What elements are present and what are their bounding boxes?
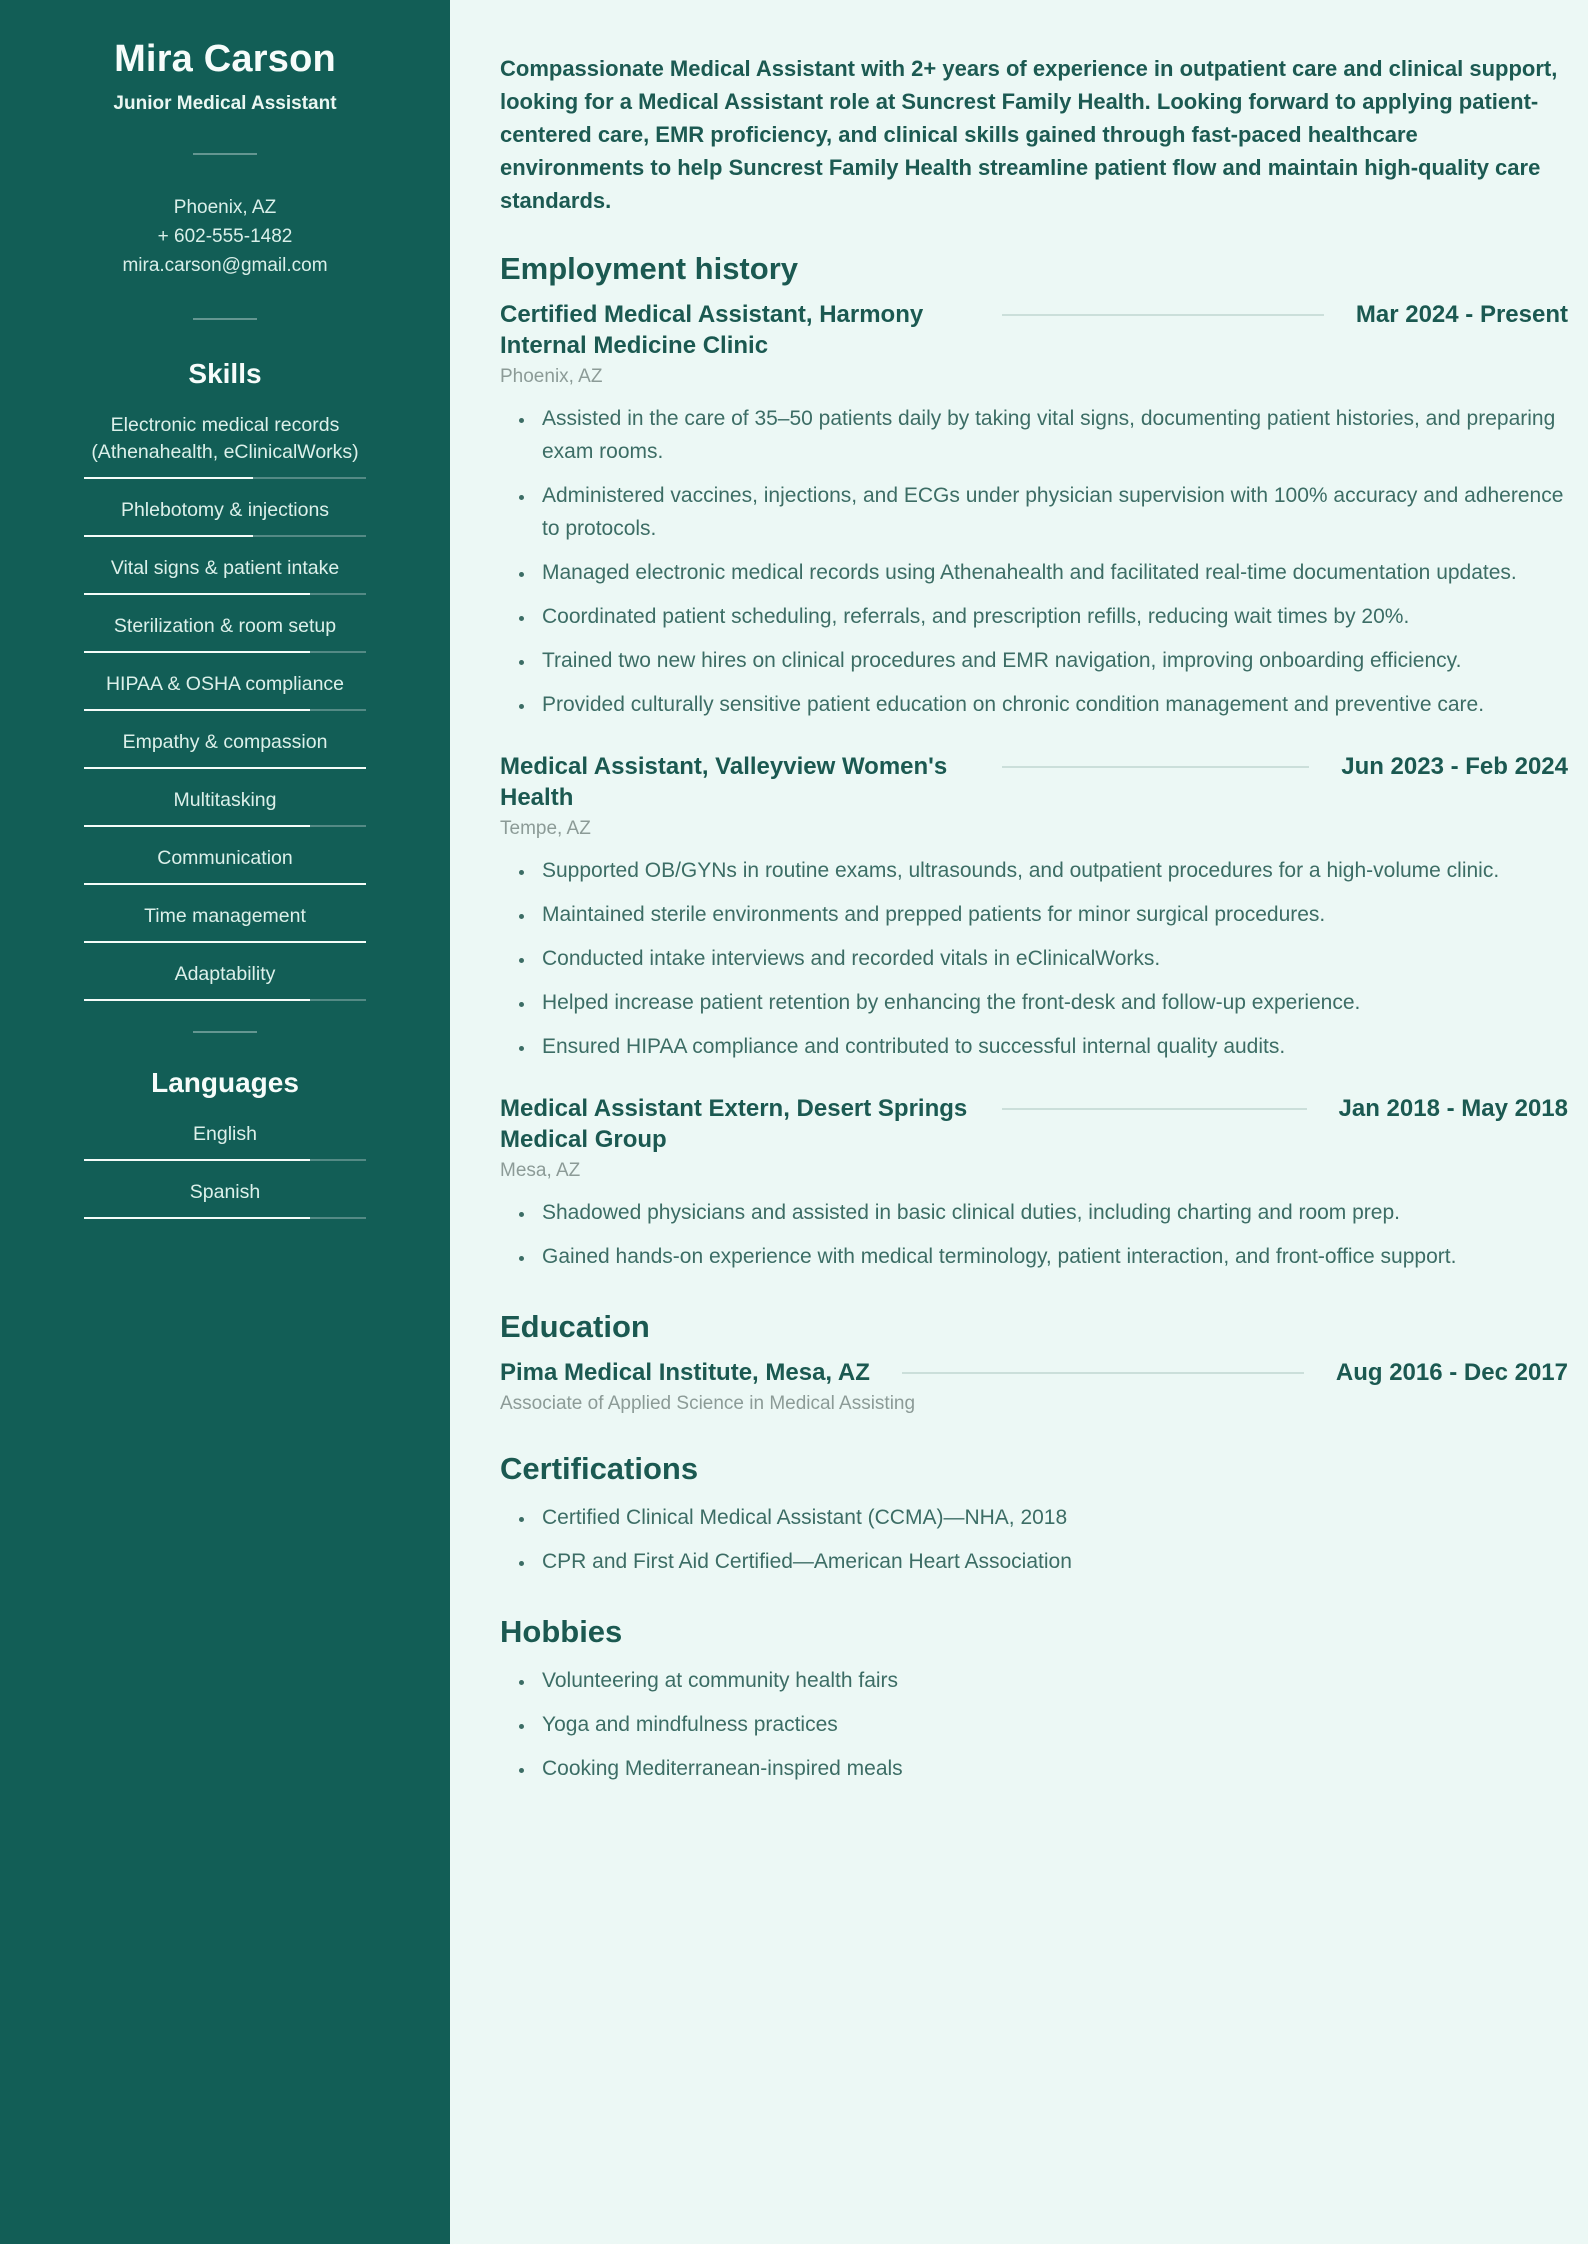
language-level-fill — [84, 1159, 310, 1161]
job-bullet: • Maintained sterile environments and prepped patients for minor surgical procedures. — [536, 898, 1568, 931]
job-bullet: • Shadowed physicians and assisted in basic clinical duties, including charting and room prep. — [536, 1196, 1568, 1229]
job-title: Medical Assistant Extern, Desert Springs Medical Group — [500, 1095, 968, 1153]
hobby-list — [500, 1664, 1568, 1785]
job-header — [500, 299, 1568, 361]
degree-name: Associate of Applied Science in Medical Assisting — [500, 1393, 916, 1414]
language-level-bar — [84, 1159, 366, 1161]
job-location: Mesa, AZ — [500, 1160, 581, 1181]
contact-location: Phoenix, AZ — [173, 197, 277, 218]
job-bullet: • Managed electronic medical records using Athenahealth and facilitated real-time documentation updates. — [536, 556, 1568, 589]
header-divider-line — [1002, 1108, 1307, 1110]
education-heading: Education — [500, 1309, 650, 1344]
contact-phone: + 602-555-1482 — [157, 226, 293, 247]
header-divider-line — [1002, 314, 1324, 316]
skill-label: Communication — [157, 847, 293, 869]
sidebar-divider — [193, 318, 257, 320]
job-bullet: • Supported OB/GYNs in routine exams, ultrasounds, and outpatient procedures for a high-volume clinic. — [536, 854, 1568, 887]
skill-level-fill — [84, 709, 310, 711]
certifications-heading: Certifications — [500, 1451, 699, 1486]
skill-item — [84, 903, 366, 943]
job-entry — [500, 751, 1568, 1063]
skill-item — [84, 845, 366, 885]
sidebar-divider — [193, 1031, 257, 1033]
hobbies-heading: Hobbies — [500, 1614, 623, 1649]
skill-level-bar — [84, 767, 366, 769]
certification-list — [500, 1501, 1568, 1578]
skill-level-bar — [84, 825, 366, 827]
job-dates: Jan 2018 - May 2018 — [1338, 1095, 1568, 1122]
skill-level-bar — [84, 535, 366, 537]
job-location: Phoenix, AZ — [500, 366, 603, 387]
skill-item — [84, 961, 366, 1001]
skill-label: Sterilization & room setup — [113, 615, 337, 637]
skill-level-bar — [84, 883, 366, 885]
skill-level-bar — [84, 651, 366, 653]
job-bullet: • Administered vaccines, injections, and ECGs under physician supervision with 100% accuracy and adherence to protocols. — [536, 479, 1568, 545]
job-header — [500, 751, 1568, 813]
job-location: Tempe, AZ — [500, 818, 591, 839]
certification-item: • CPR and First Aid Certified—American Heart Association — [536, 1545, 1568, 1578]
job-title: Certified Medical Assistant, Harmony Internal Medicine Clinic — [500, 301, 924, 359]
skill-level-fill — [84, 825, 310, 827]
job-title: Medical Assistant, Valleyview Women's Health — [500, 753, 948, 811]
skill-level-bar — [84, 709, 366, 711]
candidate-job-title: Junior Medical Assistant — [113, 93, 337, 114]
job-bullet: • Gained hands-on experience with medical terminology, patient interaction, and front-office support. — [536, 1240, 1568, 1273]
skill-level-bar — [84, 999, 366, 1001]
job-bullet-list — [500, 1196, 1568, 1273]
contact-block — [84, 193, 366, 280]
job-bullet: • Conducted intake interviews and recorded vitals in eClinicalWorks. — [536, 942, 1568, 975]
skill-item — [84, 497, 366, 537]
skill-level-bar — [84, 593, 366, 595]
resume-body — [450, 0, 1588, 2244]
job-bullet: • Assisted in the care of 35–50 patients daily by taking vital signs, documenting patient histories, and preparing exam rooms. — [536, 402, 1568, 468]
skill-level-fill — [84, 593, 310, 595]
skill-level-fill — [84, 941, 366, 943]
hobby-item: • Volunteering at community health fairs — [536, 1664, 1568, 1697]
skill-item — [84, 412, 366, 479]
language-level-bar — [84, 1217, 366, 1219]
language-level-fill — [84, 1217, 310, 1219]
skill-item — [84, 729, 366, 769]
hobby-item: • Cooking Mediterranean-inspired meals — [536, 1752, 1568, 1785]
job-bullet-list — [500, 854, 1568, 1063]
skill-label: Electronic medical records (Athenahealth, eClinicalWorks) — [91, 414, 359, 463]
skill-label: Adaptability — [174, 963, 276, 985]
sidebar-divider — [193, 153, 257, 155]
skill-level-fill — [84, 535, 253, 537]
skill-label: Time management — [144, 905, 306, 927]
skill-level-fill — [84, 651, 310, 653]
education-entry — [500, 1357, 1568, 1415]
candidate-name: Mira Carson — [114, 38, 336, 80]
skill-label: Phlebotomy & injections — [120, 499, 330, 521]
skill-item — [84, 613, 366, 653]
skill-label: Vital signs & patient intake — [110, 557, 340, 579]
languages-heading: Languages — [151, 1067, 299, 1098]
school-name: Pima Medical Institute, Mesa, AZ — [500, 1359, 870, 1386]
job-bullet: • Helped increase patient retention by enhancing the front-desk and follow-up experience. — [536, 986, 1568, 1019]
hobby-item: • Yoga and mindfulness practices — [536, 1708, 1568, 1741]
skill-label: Multitasking — [173, 789, 277, 811]
skill-label: Empathy & compassion — [122, 731, 328, 753]
language-label: English — [193, 1123, 257, 1145]
header-divider-line — [902, 1372, 1304, 1374]
sidebar — [0, 0, 450, 2244]
language-item — [84, 1179, 366, 1219]
contact-email: mira.carson@gmail.com — [122, 255, 328, 276]
skill-level-fill — [84, 883, 366, 885]
certification-item: • Certified Clinical Medical Assistant (CCMA)—NHA, 2018 — [536, 1501, 1568, 1534]
profile-summary: Compassionate Medical Assistant with 2+ years of experience in outpatient care and clinical support, looking for a Medical Assistant role at Suncrest Family Health. Looking forward to applying patient-centered care, EMR proficiency, and clinical skills gained through fast-paced healthcare environments to help Suncrest Family Health streamline patient flow and maintain high-quality care standards. — [500, 56, 1558, 213]
skill-level-fill — [84, 999, 310, 1001]
employment-heading: Employment history — [500, 251, 798, 286]
job-bullet: • Ensured HIPAA compliance and contributed to successful internal quality audits. — [536, 1030, 1568, 1063]
job-dates: Jun 2023 - Feb 2024 — [1341, 753, 1568, 780]
job-bullet: • Coordinated patient scheduling, referrals, and prescription refills, reducing wait times by 20%. — [536, 600, 1568, 633]
education-header — [500, 1357, 1568, 1388]
skill-level-fill — [84, 477, 253, 479]
job-entry — [500, 299, 1568, 721]
skill-label: HIPAA & OSHA compliance — [105, 673, 345, 695]
skill-item — [84, 555, 366, 595]
education-dates: Aug 2016 - Dec 2017 — [1335, 1359, 1568, 1386]
job-dates: Mar 2024 - Present — [1355, 301, 1568, 328]
skill-level-fill — [84, 767, 366, 769]
job-bullet: • Trained two new hires on clinical procedures and EMR navigation, improving onboarding efficiency. — [536, 644, 1568, 677]
skill-item — [84, 671, 366, 711]
skill-level-bar — [84, 941, 366, 943]
job-header — [500, 1093, 1568, 1155]
language-item — [84, 1121, 366, 1161]
header-divider-line — [1002, 766, 1309, 768]
language-label: Spanish — [189, 1181, 261, 1203]
skills-heading: Skills — [188, 358, 262, 389]
skill-level-bar — [84, 477, 366, 479]
job-entry — [500, 1093, 1568, 1273]
skill-item — [84, 787, 366, 827]
job-bullet-list — [500, 402, 1568, 721]
job-bullet: • Provided culturally sensitive patient education on chronic condition management and preventive care. — [536, 688, 1568, 721]
